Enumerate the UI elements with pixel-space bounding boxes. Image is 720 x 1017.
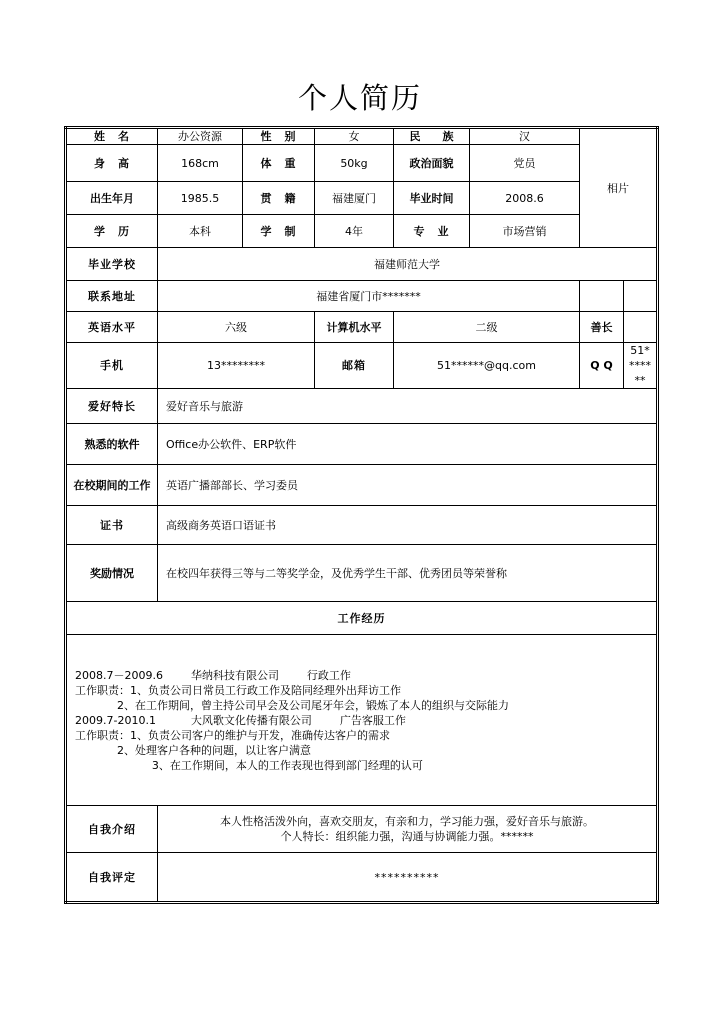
value-phone: 13******** <box>158 343 315 389</box>
table-row-birth <box>66 182 658 215</box>
value-education: 本科 <box>158 215 243 248</box>
work-line: 2008.7－2009.6 华纳科技有限公司 行政工作 <box>75 668 351 682</box>
label-native-place: 贯 籍 <box>243 182 315 215</box>
table-row-campus-work <box>66 465 658 506</box>
label-campus-work: 在校期间的工作 <box>66 465 158 506</box>
label-height: 身 高 <box>66 145 158 182</box>
value-certificate: 高级商务英语口语证书 <box>158 506 658 545</box>
work-line: 工作职责：1、负责公司日常员工行政工作及陪同经理外出拜访工作 <box>75 683 401 697</box>
table-row-hobby <box>66 389 658 424</box>
table-row-certificate <box>66 506 658 545</box>
work-line: 3、在工作期间，本人的工作表现也得到部门经理的认可 <box>75 758 423 772</box>
table-row-skill-level <box>66 312 658 343</box>
table-row-software <box>66 424 658 465</box>
label-email: 邮箱 <box>315 343 394 389</box>
value-ethnicity: 汉 <box>470 128 580 145</box>
value-awards: 在校四年获得三等与二等奖学金，及优秀学生干部、优秀团员等荣誉称 <box>158 545 658 602</box>
value-software: Office办公软件、ERP软件 <box>158 424 658 465</box>
work-line: 2009.7-2010.1 大风歌文化传播有限公司 广告客服工作 <box>75 713 406 727</box>
resume-table-wrap <box>64 126 656 904</box>
label-self-evaluation: 自我评定 <box>66 853 158 903</box>
value-native-place: 福建厦门 <box>315 182 394 215</box>
table-row-education <box>66 215 658 248</box>
label-education: 学 历 <box>66 215 158 248</box>
value-address-extra-2 <box>624 281 658 312</box>
label-ethnicity: 民 族 <box>394 128 470 145</box>
label-weight: 体 重 <box>243 145 315 182</box>
table-row-self-evaluation <box>66 853 658 903</box>
value-schooling-length: 4年 <box>315 215 394 248</box>
self-intro-line: 个人特长：组织能力强，沟通与协调能力强。****** <box>280 830 534 843</box>
value-address: 福建省厦门市******* <box>158 281 580 312</box>
table-row-contact <box>66 343 658 389</box>
work-experience-content <box>66 635 658 806</box>
value-weight: 50kg <box>315 145 394 182</box>
label-computer-level: 计算机水平 <box>315 312 394 343</box>
table-row-height <box>66 145 658 182</box>
label-english-level: 英语水平 <box>66 312 158 343</box>
label-gender: 性 别 <box>243 128 315 145</box>
label-address: 联系地址 <box>66 281 158 312</box>
value-address-extra-1 <box>580 281 624 312</box>
value-email: 51******@qq.com <box>394 343 580 389</box>
table-row-school <box>66 248 658 281</box>
value-self-introduction <box>158 806 658 853</box>
label-certificate: 证书 <box>66 506 158 545</box>
label-graduation-time: 毕业时间 <box>394 182 470 215</box>
table-row-work-experience-header <box>66 602 658 635</box>
value-birth-date: 1985.5 <box>158 182 243 215</box>
value-height: 168cm <box>158 145 243 182</box>
table-row-self-introduction <box>66 806 658 853</box>
label-birth-date: 出生年月 <box>66 182 158 215</box>
label-self-introduction: 自我介绍 <box>66 806 158 853</box>
label-strength: 善长 <box>580 312 624 343</box>
section-header-work-experience: 工作经历 <box>66 602 658 635</box>
resume-table <box>64 126 659 904</box>
label-awards: 奖励情况 <box>66 545 158 602</box>
table-row-name <box>66 128 658 145</box>
value-graduate-school: 福建师范大学 <box>158 248 658 281</box>
value-political-status: 党员 <box>470 145 580 182</box>
table-row-work-experience-body <box>66 635 658 806</box>
value-strength <box>624 312 658 343</box>
work-line: 2、在工作期间，曾主持公司早会及公司尾牙年会，锻炼了本人的组织与交际能力 <box>75 698 509 712</box>
table-row-awards <box>66 545 658 602</box>
value-qq: 51******* <box>624 343 658 389</box>
label-phone: 手机 <box>66 343 158 389</box>
value-hobby: 爱好音乐与旅游 <box>158 389 658 424</box>
value-self-evaluation: ********** <box>158 853 658 903</box>
label-schooling-length: 学 制 <box>243 215 315 248</box>
work-line: 2、处理客户各种的问题，以让客户满意 <box>75 743 311 757</box>
label-political-status: 政治面貌 <box>394 145 470 182</box>
label-software: 熟悉的软件 <box>66 424 158 465</box>
label-name: 姓 名 <box>66 128 158 145</box>
photo-placeholder: 相片 <box>580 128 658 248</box>
work-line: 工作职责：1、负责公司客户的维护与开发，准确传达客户的需求 <box>75 728 390 742</box>
value-graduation-time: 2008.6 <box>470 182 580 215</box>
value-major: 市场营销 <box>470 215 580 248</box>
label-graduate-school: 毕业学校 <box>66 248 158 281</box>
table-row-address <box>66 281 658 312</box>
self-intro-line: 本人性格活泼外向，喜欢交朋友，有亲和力，学习能力强，爱好音乐与旅游。 <box>220 815 594 828</box>
value-computer-level: 二级 <box>394 312 580 343</box>
label-hobby: 爱好特长 <box>66 389 158 424</box>
value-name: 办公资源 <box>158 128 243 145</box>
label-qq: Q Q <box>580 343 624 389</box>
page-title: 个人简历 <box>297 81 422 115</box>
value-english-level: 六级 <box>158 312 315 343</box>
label-major: 专 业 <box>394 215 470 248</box>
value-gender: 女 <box>315 128 394 145</box>
value-campus-work: 英语广播部部长、学习委员 <box>158 465 658 506</box>
